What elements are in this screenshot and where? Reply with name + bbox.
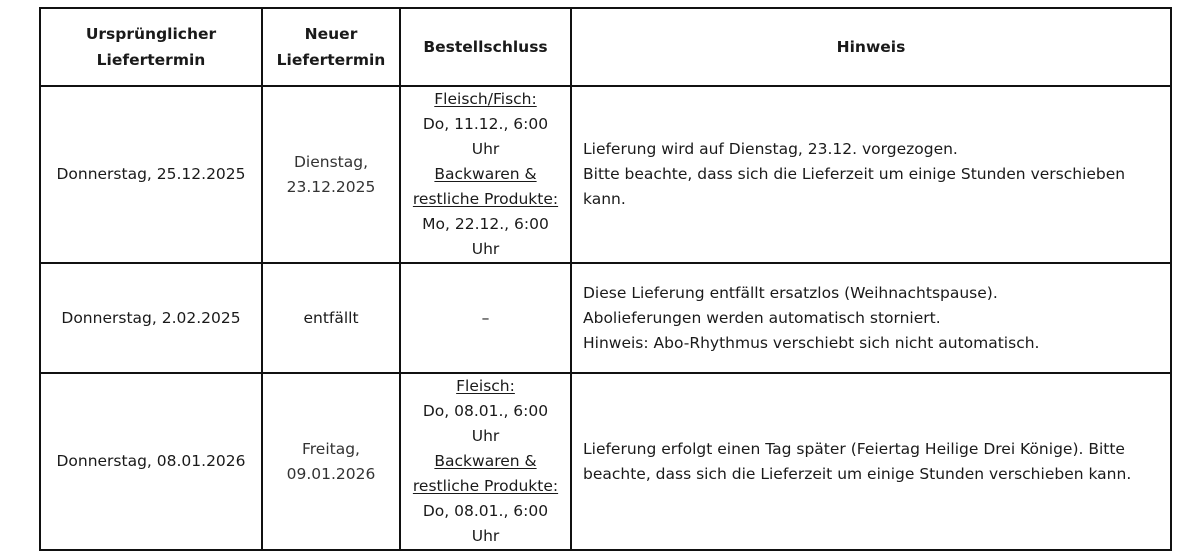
deadline-line: Fleisch: — [456, 377, 515, 395]
new-date-line1: Dienstag, — [293, 152, 369, 171]
header-new-date-line1: Neuer — [304, 25, 358, 43]
header-original-date — [40, 8, 262, 86]
note-line: Abolieferungen werden automatisch storniert. — [583, 308, 941, 327]
header-row — [40, 8, 1171, 86]
deadline-cell — [400, 86, 571, 263]
original-date-cell: Donnerstag, 2.02.2025 — [40, 263, 262, 373]
deadline-line: Do, 08.01., 6:00 Uhr — [422, 402, 549, 445]
note-line: Bitte beachte, dass sich die Lieferzeit um einige Stunden verschieben kann. — [583, 165, 1126, 208]
table-row — [40, 263, 1171, 373]
new-date-cell — [262, 373, 400, 550]
note-line: Diese Lieferung entfällt ersatzlos (Weihnachtspause). — [583, 283, 998, 302]
deadline-line: Do, 11.12., 6:00 Uhr — [422, 115, 549, 158]
new-date-line2: 09.01.2026 — [286, 464, 376, 483]
table-row — [40, 373, 1171, 550]
header-original-date-line1: Ursprünglicher — [85, 25, 217, 43]
note-cell — [571, 373, 1171, 550]
original-date-cell: Donnerstag, 08.01.2026 — [40, 373, 262, 550]
deadline-line: restliche Produkte: — [412, 477, 559, 495]
header-original-date-line2: Liefertermin — [96, 51, 206, 69]
new-date-cell: entfällt — [262, 263, 400, 373]
header-note: Hinweis — [571, 8, 1171, 86]
deadline-line: Fleisch/Fisch: — [434, 90, 537, 108]
new-date-cell — [262, 86, 400, 263]
delivery-schedule-table — [39, 7, 1172, 551]
note-cell — [571, 263, 1171, 373]
note-line: beachte, dass sich die Lieferzeit um einige Stunden verschieben kann. — [583, 464, 1132, 483]
header-new-date — [262, 8, 400, 86]
deadline-line: Mo, 22.12., 6:00 Uhr — [422, 215, 549, 258]
header-deadline: Bestellschluss — [400, 8, 571, 86]
deadline-line: Do, 08.01., 6:00 Uhr — [422, 502, 549, 545]
note-line: Lieferung wird auf Dienstag, 23.12. vorgezogen. — [583, 140, 958, 158]
deadline-cell: – — [400, 263, 571, 373]
table-row — [40, 86, 1171, 263]
deadline-line: Backwaren & — [434, 452, 537, 470]
note-line: Hinweis: Abo-Rhythmus verschiebt sich nicht automatisch. — [583, 333, 1040, 352]
new-date-line1: Freitag, — [301, 439, 360, 458]
note-cell — [571, 86, 1171, 263]
deadline-line: restliche Produkte: — [412, 190, 559, 208]
header-new-date-line2: Liefertermin — [276, 51, 386, 69]
note-line: Lieferung erfolgt einen Tag später (Feiertag Heilige Drei Könige). Bitte — [583, 439, 1125, 458]
deadline-line: Backwaren & — [434, 165, 537, 183]
original-date-cell: Donnerstag, 25.12.2025 — [40, 86, 262, 263]
new-date-line2: 23.12.2025 — [286, 177, 376, 196]
deadline-cell — [400, 373, 571, 550]
